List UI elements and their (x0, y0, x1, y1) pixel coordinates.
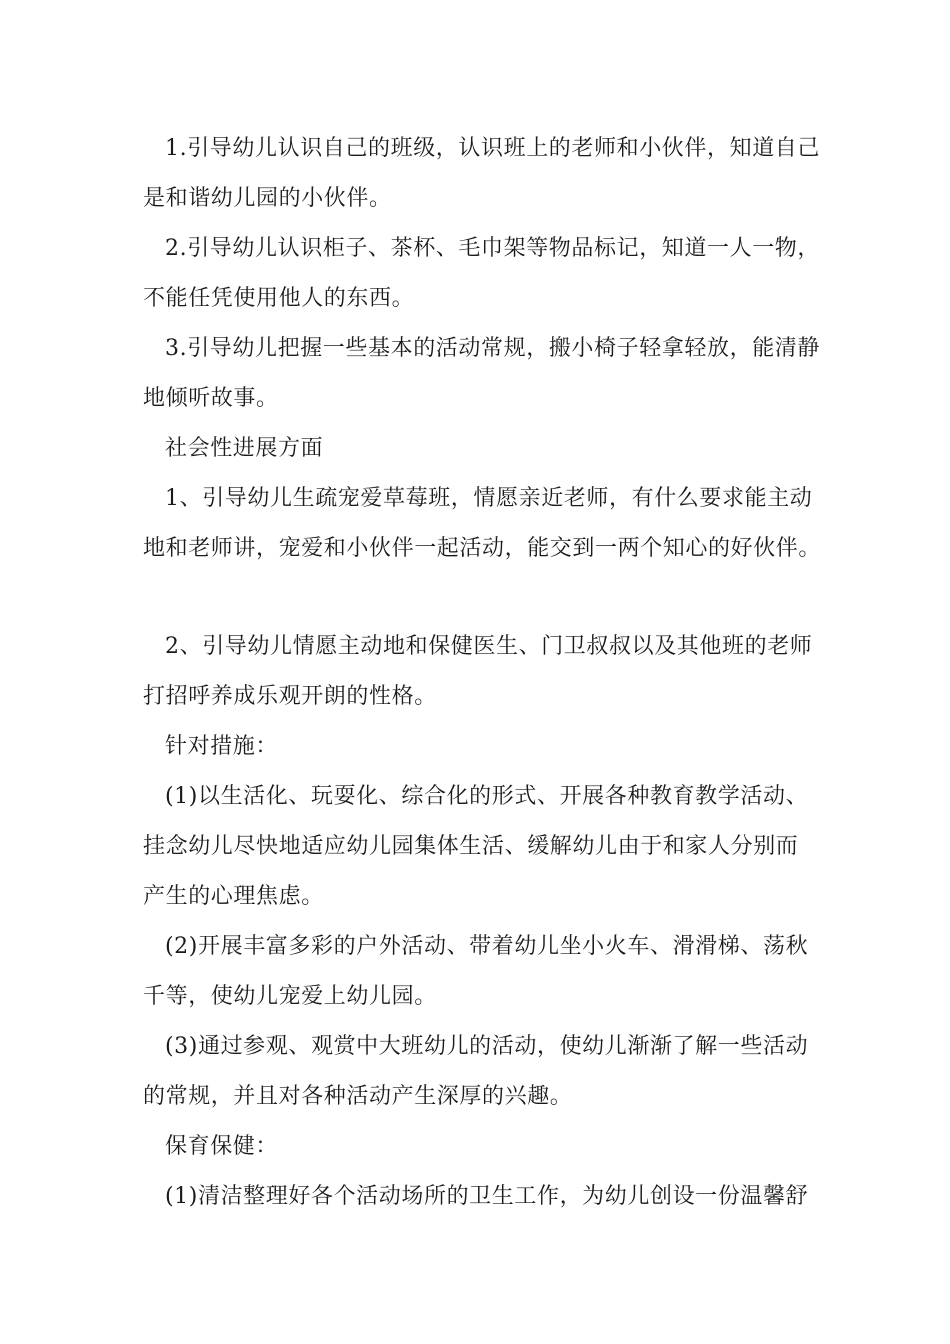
text-line: 挂念幼儿尽快地适应幼儿园集体生活、缓解幼儿由于和家人分别而 (143, 834, 799, 859)
text-line: (1)以生活化、玩耍化、综合化的形式、开展各种教育教学活动、 (165, 784, 809, 809)
text-line: 打招呼养成乐观开朗的性格。 (143, 684, 437, 709)
text-line: 的常规，并且对各种活动产生深厚的兴趣。 (143, 1084, 573, 1109)
text-line: 2、引导幼儿情愿主动地和保健医生、门卫叔叔以及其他班的老师 (165, 634, 813, 659)
text-line: 地和老师讲，宠爱和小伙伴一起活动，能交到一两个知心的好伙伴。 (143, 536, 822, 561)
section-heading: 社会性进展方面 (165, 436, 324, 461)
text-line: 是和谐幼儿园的小伙伴。 (143, 186, 392, 211)
text-line: 不能任凭使用他人的东西。 (143, 286, 415, 311)
text-line: (3)通过参观、观赏中大班幼儿的活动，使幼儿渐渐了解一些活动 (165, 1034, 809, 1059)
text-line: 2.引导幼儿认识柜子、茶杯、毛巾架等物品标记，知道一人一物， (165, 236, 820, 261)
text-line: 千等，使幼儿宠爱上幼儿园。 (143, 984, 437, 1009)
text-line: 产生的心理焦虑。 (143, 884, 324, 909)
text-line: (1)清洁整理好各个活动场所的卫生工作，为幼儿创设一份温馨舒 (165, 1184, 809, 1209)
text-line: 地倾听故事。 (143, 386, 279, 411)
text-line: 1.引导幼儿认识自己的班级，认识班上的老师和小伙伴，知道自己 (165, 136, 820, 161)
section-heading: 针对措施： (165, 734, 279, 759)
text-line: 1、引导幼儿生疏宠爱草莓班，情愿亲近老师，有什么要求能主动 (165, 486, 813, 511)
text-line: (2)开展丰富多彩的户外活动、带着幼儿坐小火车、滑滑梯、荡秋 (165, 934, 809, 959)
section-heading: 保育保健： (165, 1134, 279, 1159)
text-line: 3.引导幼儿把握一些基本的活动常规，搬小椅子轻拿轻放，能清静 (165, 336, 820, 361)
